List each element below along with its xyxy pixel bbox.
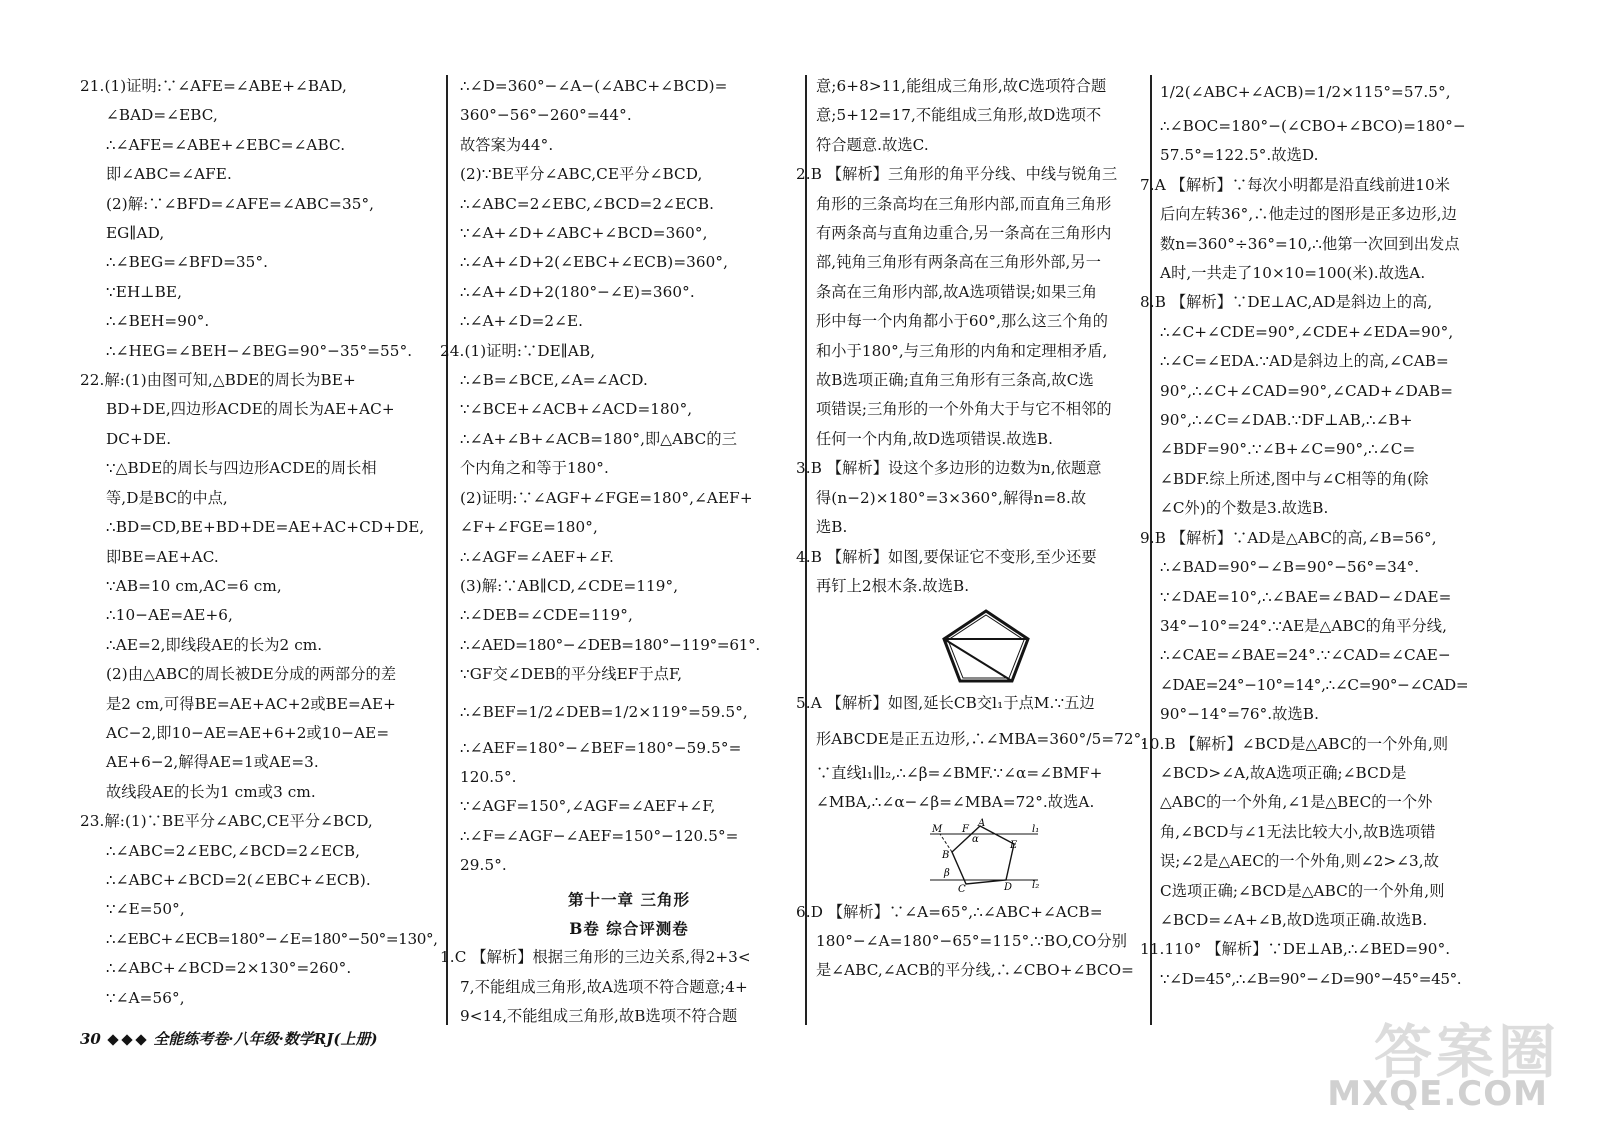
text-line: (3)解:∵AB∥CD,∠CDE=119°,: [460, 576, 679, 595]
pentagon-with-braces-diagram: [936, 605, 1036, 685]
text-line: ∴∠BOC=180°−(∠CBO+∠BCO)=180°−: [1160, 117, 1466, 135]
page-number: 30: [80, 1030, 101, 1048]
text-line: 4.B 【解析】如图,要保证它不变形,至少还要: [796, 547, 1097, 566]
text-line: ∠F+∠FGE=180°,: [460, 518, 598, 537]
text-line: 和小于180°,与三角形的内角和定理相矛盾,: [816, 341, 1108, 360]
line-l1-label: l₁: [1032, 823, 1040, 835]
text-line: ∵∠E=50°,: [106, 900, 185, 919]
text-line: ∵△BDE的周长与四边形ACDE的周长相: [106, 459, 377, 478]
text-line: (2)由△ABC的周长被DE分成的两部分的差: [106, 665, 397, 684]
text-line: ∵AB=10 cm,AC=6 cm,: [106, 576, 282, 595]
text-line: 22.解:(1)由图可知,△BDE的周长为BE+: [80, 371, 356, 390]
text-line: 6.D 【解析】∵∠A=65°,∴∠ABC+∠ACB=: [796, 902, 1103, 921]
text-line: 数n=360°÷36°=10,∴他第一次回到出发点: [1160, 234, 1460, 253]
diamond-icon: [121, 1034, 132, 1045]
text-line: 7.A 【解析】∵每次小明都是沿直线前进10米: [1140, 175, 1451, 194]
column-divider: [446, 75, 448, 1025]
text-line: (2)∵BE平分∠ABC,CE平分∠BCD,: [460, 165, 703, 184]
text-line: ∴∠ABC+∠BCD=2(∠EBC+∠ECB).: [106, 870, 371, 889]
text-line: 角形的三条高均在三角形内部,而直角三角形: [816, 194, 1112, 213]
text-line: C选项正确;∠BCD是△ABC的一个外角,则: [1160, 881, 1445, 900]
watermark-logo: 答案圈: [1373, 1018, 1560, 1086]
book-title: 全能练考卷·八年级·数学RJ(上册): [153, 1030, 378, 1048]
text-line: 11.110° 【解析】∵DE⊥AB,∴∠BED=90°.: [1140, 940, 1451, 959]
text-line: ∴∠A+∠D+2(180°−∠E)=360°.: [460, 282, 695, 301]
text-line: 是2 cm,可得BE=AE+AC+2或BE=AE+: [106, 694, 396, 713]
diamond-icon: [107, 1034, 118, 1045]
text-line: ∴∠A+∠D+2(∠EBC+∠ECB)=360°,: [460, 253, 729, 272]
section-title: B卷 综合评测卷: [569, 918, 689, 938]
text-line: 项错误;三角形的一个外角大于与它不相邻的: [816, 400, 1112, 419]
point-m-label: M: [932, 823, 943, 835]
text-line: AC−2,即10−AE=AE+6+2或10−AE=: [106, 723, 390, 742]
text-line: ∵∠BCE+∠ACB+∠ACD=180°,: [460, 400, 693, 419]
text-line: 8.B 【解析】∵DE⊥AC,AD是斜边上的高,: [1140, 293, 1433, 312]
text-line: ∴∠ABC+∠BCD=2×130°=260°.: [106, 959, 352, 978]
text-line: 再钉上2根木条.故选B.: [816, 576, 970, 595]
text-line: 2.B 【解析】三角形的角平分线、中线与锐角三: [796, 165, 1118, 184]
text-line: ∴BD=CD,BE+BD+DE=AE+AC+CD+DE,: [106, 518, 425, 537]
text-line: 24.(1)证明:∵DE∥AB,: [440, 341, 596, 360]
text-line: ∵∠A=56°,: [106, 988, 185, 1007]
text-line: ∴∠CAE=∠BAE=24°.∵∠CAD=∠CAE−: [1160, 646, 1451, 665]
answer-column-2: [440, 72, 798, 1026]
parallel-lines-pentagon-diagram: [926, 817, 1046, 895]
answer-column-4: [1140, 72, 1508, 1022]
text-line: ∵直线l₁∥l₂,∴∠β=∠BMF.∵∠α=∠BMF+: [816, 763, 1103, 782]
text-line: EG∥AD,: [106, 224, 165, 243]
point-d-label: D: [1004, 881, 1013, 893]
text-line: 形ABCDE是正五边形,∴∠MBA=360°/5=72°.: [816, 729, 1147, 748]
text-line: 90°−14°=76°.故选B.: [1160, 705, 1319, 724]
text-line: 360°−56°−260°=44°.: [460, 106, 632, 125]
point-c-label: C: [958, 883, 966, 895]
text-line: ∴∠C+∠CDE=90°,∠CDE+∠EDA=90°,: [1160, 322, 1454, 341]
text-line: ∠BAD=∠EBC,: [106, 106, 218, 125]
text-line: 23.解:(1)∵BE平分∠ABC,CE平分∠BCD,: [80, 812, 373, 831]
text-line: ∴∠ABC=2∠EBC,∠BCD=2∠ECB,: [106, 841, 361, 860]
text-line: ∠BCD>∠A,故A选项正确;∠BCD是: [1160, 763, 1407, 782]
pentagon-frame-figure: [816, 605, 1156, 685]
text-line: ∴∠F=∠AGF−∠AEF=150°−120.5°=: [460, 826, 739, 845]
text-line: ∴10−AE=AE+6,: [106, 606, 233, 625]
text-line: 57.5°=122.5°.故选D.: [1160, 146, 1319, 165]
text-line: 7,不能组成三角形,故A选项不符合题意;4+: [460, 977, 748, 996]
point-a-label: A: [978, 817, 986, 829]
text-line: 是∠ABC,∠ACB的平分线,∴∠CBO+∠BCO=: [816, 961, 1135, 980]
point-b-label: B: [942, 849, 950, 861]
text-line: ∴∠ABC=2∠EBC,∠BCD=2∠ECB.: [460, 194, 715, 213]
watermark-site: MXQE.COM: [1327, 1074, 1548, 1114]
text-line: 90°,∴∠C+∠CAD=90°,∠CAD+∠DAB=: [1160, 381, 1454, 400]
point-e-label: E: [1010, 839, 1018, 851]
text-line: ∴∠AGF=∠AEF+∠F.: [460, 547, 614, 566]
page-footer: [80, 1028, 378, 1049]
text-line: 90°,∴∠C=∠DAB.∵DF⊥AB,∴∠B+: [1160, 411, 1413, 430]
text-line: △ABC的一个外角,∠1是△BEC的一个外: [1160, 793, 1433, 812]
text-line: ∠DAE=24°−10°=14°,∴∠C=90°−∠CAD=: [1160, 675, 1469, 694]
text-line: 即∠ABC=∠AFE.: [106, 165, 232, 184]
text-line: 任何一个内角,故D选项错误.故选B.: [816, 429, 1054, 448]
text-line: ∴∠BEG=∠BFD=35°.: [106, 253, 269, 272]
text-line: ∵∠D=45°,∴∠B=90°−∠D=90°−45°=45°.: [1160, 969, 1462, 988]
text-line: 3.B 【解析】设这个多边形的边数为n,依题意: [796, 459, 1102, 478]
text-line: 1.C 【解析】根据三角形的三边关系,得2+3<: [440, 948, 751, 967]
text-line: 误;∠2是△AEC的一个外角,则∠2>∠3,故: [1160, 852, 1440, 871]
text-line: 选B.: [816, 518, 848, 537]
text-line: 角,∠BCD与∠1无法比较大小,故B选项错: [1160, 822, 1436, 841]
text-line: 部,钝角三角形有两条高在三角形外部,另一: [816, 253, 1102, 272]
text-line: ∵∠AGF=150°,∠AGF=∠AEF+∠F,: [460, 797, 716, 816]
diamond-icon: [135, 1034, 146, 1045]
text-line: ∴∠AFE=∠ABE+∠EBC=∠ABC.: [106, 135, 346, 154]
text-line: 有两条高与直角边重合,另一条高在三角形内: [816, 224, 1112, 243]
text-line: 9.B 【解析】∵AD是△ABC的高,∠B=56°,: [1140, 528, 1437, 547]
text-line: 符合题意.故选C.: [816, 135, 929, 154]
text-line: 等,D是BC的中点,: [106, 488, 228, 507]
text-line: AE+6−2,解得AE=1或AE=3.: [106, 753, 319, 772]
text-line: 意;6+8>11,能组成三角形,故C选项符合题: [816, 77, 1107, 95]
text-line: 后向左转36°,∴他走过的图形是正多边形,边: [1160, 205, 1457, 224]
text-line: 120.5°.: [460, 767, 517, 786]
angle-alpha-label: α: [972, 833, 979, 845]
text-line: BD+DE,四边形ACDE的周长为AE+AC+: [106, 400, 395, 419]
text-line: ∴∠AED=180°−∠DEB=180°−119°=61°.: [460, 635, 760, 654]
text-line: 9<14,不能组成三角形,故B选项不符合题: [460, 1007, 738, 1026]
text-line: ∴∠BEH=90°.: [106, 312, 210, 331]
text-line: 34°−10°=24°.∵AE是△ABC的角平分线,: [1160, 616, 1448, 635]
chapter-title: 第十一章 三角形: [568, 889, 690, 909]
text-line: ∴∠HEG=∠BEH−∠BEG=90°−35°=55°.: [106, 341, 413, 360]
point-f-label: F: [962, 823, 970, 835]
text-line: 10.B 【解析】∠BCD是△ABC的一个外角,则: [1140, 734, 1449, 753]
text-line: ∠BDF=90°.∵∠B+∠C=90°,∴∠C=: [1160, 440, 1416, 459]
text-line: DC+DE.: [106, 429, 172, 448]
text-line: 即BE=AE+AC.: [106, 547, 219, 566]
text-line: ∴∠C=∠EDA.∵AD是斜边上的高,∠CAB=: [1160, 352, 1449, 371]
text-line: ∠MBA,∴∠α−∠β=∠MBA=72°.故选A.: [816, 793, 1095, 812]
text-line: 1/2(∠ABC+∠ACB)=1/2×115°=57.5°,: [1160, 83, 1451, 101]
text-line: 29.5°.: [460, 856, 507, 875]
text-line: 5.A 【解析】如图,延长CB交l₁于点M.∵五边: [796, 694, 1095, 713]
text-line: ∠C外)的个数是3.故选B.: [1160, 499, 1329, 518]
text-line: ∵∠DAE=10°,∴∠BAE=∠BAD−∠DAE=: [1160, 587, 1452, 606]
text-line: ∴AE=2,即线段AE的长为2 cm.: [106, 635, 323, 654]
parallel-lines-pentagon-figure: [816, 817, 1156, 895]
text-line: ∴∠D=360°−∠A−(∠ABC+∠BCD)=: [460, 77, 728, 95]
text-line: (2)证明:∵∠AGF+∠FGE=180°,∠AEF+: [460, 488, 753, 507]
text-line: ∠BCD=∠A+∠B,故D选项正确.故选B.: [1160, 910, 1428, 929]
text-line: ∵GF交∠DEB的平分线EF于点F,: [460, 665, 683, 684]
text-line: 21.(1)证明:∵∠AFE=∠ABE+∠BAD,: [80, 77, 347, 95]
text-line: ∴∠A+∠B+∠ACB=180°,即△ABC的三: [460, 429, 737, 448]
answer-column-1: [80, 72, 436, 1022]
text-line: ∠BDF.综上所述,图中与∠C相等的角(除: [1160, 469, 1429, 488]
text-line: ∴∠BAD=90°−∠B=90°−56°=34°.: [1160, 558, 1420, 577]
text-line: 故线段AE的长为1 cm或3 cm.: [106, 782, 316, 801]
text-line: 180°−∠A=180°−65°=115°.∵BO,CO分别: [816, 931, 1128, 950]
text-line: ∵EH⊥BE,: [106, 282, 183, 301]
text-line: 得(n−2)×180°=3×360°,解得n=8.故: [816, 488, 1087, 507]
text-line: 故B选项正确;直角三角形有三条高,故C选: [816, 371, 1094, 390]
text-line: ∵∠A+∠D+∠ABC+∠BCD=360°,: [460, 224, 708, 243]
text-line: ∴∠A+∠D=2∠E.: [460, 312, 584, 331]
text-line: A时,一共走了10×10=100(米).故选A.: [1160, 264, 1426, 283]
text-line: ∴∠EBC+∠ECB=180°−∠E=180°−50°=130°,: [106, 929, 438, 948]
text-line: ∴∠DEB=∠CDE=119°,: [460, 606, 633, 625]
text-line: 条高在三角形内部,故A选项错误;如果三角: [816, 282, 1098, 301]
text-line: ∴∠AEF=180°−∠BEF=180°−59.5°=: [460, 738, 742, 757]
text-line: 形中每一个内角都小于60°,那么这三个角的: [816, 312, 1109, 331]
text-line: (2)解:∵∠BFD=∠AFE=∠ABC=35°,: [106, 194, 375, 213]
text-line: 故答案为44°.: [460, 135, 554, 154]
line-l2-label: l₂: [1032, 879, 1040, 891]
angle-beta-label: β: [944, 867, 950, 879]
text-line: 个内角之和等于180°.: [460, 459, 609, 478]
text-line: 意;5+12=17,不能组成三角形,故D选项不: [816, 106, 1102, 125]
text-line: ∴∠BEF=1/2∠DEB=1/2×119°=59.5°,: [460, 702, 748, 721]
text-line: ∴∠B=∠BCE,∠A=∠ACD.: [460, 371, 648, 390]
answer-column-3: [796, 72, 1156, 1022]
